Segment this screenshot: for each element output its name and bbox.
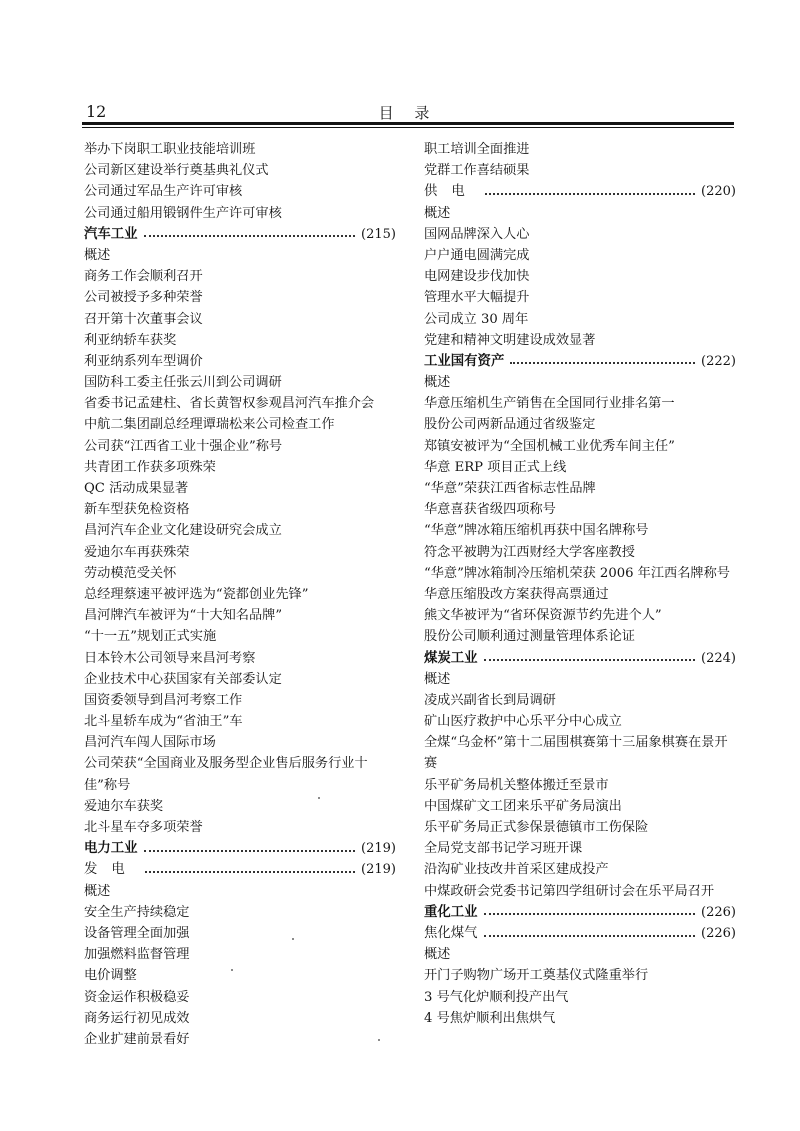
toc-entry: 概述 xyxy=(424,671,451,687)
toc-entry: 企业扩建前景看好 xyxy=(84,1031,190,1047)
toc-entry: 公司新区建设举行奠基典礼仪式 xyxy=(84,163,269,179)
toc-entry: 利亚纳轿车获奖 xyxy=(84,332,177,348)
toc-section-entry xyxy=(424,902,736,923)
toc-entry: 爱迪尔车获奖 xyxy=(84,798,164,814)
dot-leader xyxy=(145,871,355,873)
toc-entry: 华意喜获省级四项称号 xyxy=(424,502,556,518)
toc-entry: 中航二集团副总经理谭瑞松来公司检查工作 xyxy=(84,417,335,433)
toc-entry: “华意”牌冰箱制冷压缩机荣获 2006 年江西名牌称号 xyxy=(424,565,730,581)
toc-entry: 凌成兴副省长到局调研 xyxy=(424,692,556,708)
toc-entry: 乐平矿务局正式参保景德镇市工伤保险 xyxy=(424,820,649,836)
toc-section-entry xyxy=(424,923,736,944)
toc-entry: 国防科工委主任张云川到公司调研 xyxy=(84,375,282,391)
toc-entry: 开门子购物广场开工奠基仪式隆重举行 xyxy=(424,968,649,984)
toc-entry: 国资委领导到昌河考察工作 xyxy=(84,692,243,708)
header-rule-thin xyxy=(82,127,734,128)
toc-entry: 安全生产持续稳定 xyxy=(84,904,190,920)
toc-entry: 乐平矿务局机关整体搬迁至景市 xyxy=(424,777,609,793)
toc-entry: 昌河牌汽车被评为“十大知名品牌” xyxy=(84,608,283,624)
toc-entry: 企业技术中心获国家有关部委认定 xyxy=(84,671,282,687)
toc-entry: 北斗星车夺多项荣誉 xyxy=(84,820,203,836)
dot-leader xyxy=(484,659,695,661)
toc-entry: 召开第十次董事会议 xyxy=(84,311,203,327)
toc-entry: 日本铃木公司领导来昌河考察 xyxy=(84,650,256,666)
page-title: 目 录 xyxy=(378,104,438,122)
scan-speck xyxy=(292,938,294,940)
toc-entry: “华意”牌冰箱压缩机再获中国名牌称号 xyxy=(424,523,649,539)
toc-entry: 公司荣获“全国商业及服务型企业售后服务行业十佳”称号 xyxy=(84,756,368,793)
toc-entry: 熊文华被评为“省环保资源节约先进个人” xyxy=(424,608,662,624)
toc-section-title: 发电 xyxy=(84,862,139,878)
toc-section-title: 汽车工业 xyxy=(84,226,138,242)
toc-entry: 党群工作喜结硕果 xyxy=(424,163,530,179)
toc-section-entry xyxy=(424,351,736,372)
toc-entry: 郑镇安被评为“全国机械工业优秀车间主任” xyxy=(424,438,675,454)
toc-entry: 中国煤矿文工团来乐平矿务局演出 xyxy=(424,798,622,814)
toc-entry: 电价调整 xyxy=(84,968,137,984)
toc-entry: 昌河汽车闯人国际市场 xyxy=(84,735,216,751)
toc-page-number: (220) xyxy=(701,184,736,200)
toc-entry: 北斗星轿车成为“省油王”车 xyxy=(84,714,243,730)
dot-leader xyxy=(144,850,355,852)
toc-entry: 概述 xyxy=(424,375,451,391)
dot-leader xyxy=(510,362,695,364)
toc-entry: 公司获“江西省工业十强企业”称号 xyxy=(84,438,283,454)
toc-entry: 国网品牌深入人心 xyxy=(424,226,530,242)
toc-section-title: 电力工业 xyxy=(84,841,138,857)
toc-section-entry xyxy=(424,181,736,202)
toc-entry: 公司成立 30 周年 xyxy=(424,311,529,327)
toc-entry: 户户通电圆满完成 xyxy=(424,247,530,263)
toc-entry: 全局党支部书记学习班开课 xyxy=(424,841,583,857)
toc-section-title: 煤炭工业 xyxy=(424,650,478,666)
toc-entry: 爱迪尔车再获殊荣 xyxy=(84,544,190,560)
toc-page-number: (219) xyxy=(361,862,396,878)
toc-page-number: (224) xyxy=(701,650,736,666)
toc-page-number: (222) xyxy=(701,353,736,369)
toc-section-entry xyxy=(84,224,396,245)
toc-entry: 党建和精神文明建设成效显著 xyxy=(424,332,596,348)
toc-entry: 总经理蔡速平被评选为“瓷都创业先锋” xyxy=(84,586,309,602)
toc-entry: 符念平被聘为江西财经大学客座教授 xyxy=(424,544,635,560)
scan-speck xyxy=(231,969,233,971)
toc-section-title: 供电 xyxy=(424,184,479,200)
toc-entry: 商务工作会顺利召开 xyxy=(84,269,203,285)
scan-speck xyxy=(318,797,320,799)
toc-entry: 概述 xyxy=(84,247,111,263)
toc-entry: “华意”荣获江西省标志性品牌 xyxy=(424,481,596,496)
toc-entry: 设备管理全面加强 xyxy=(84,925,190,941)
toc-entry: 公司被授予多种荣誉 xyxy=(84,290,203,306)
toc-entry: 全煤“乌金杯”第十二届围棋赛第十三届象棋赛在景开赛 xyxy=(424,735,728,772)
toc-page-number: (226) xyxy=(701,925,736,941)
toc-entry: 共青团工作获多项殊荣 xyxy=(84,459,216,475)
toc-section-entry xyxy=(84,859,396,880)
toc-entry: 股份公司顺利通过测量管理体系论证 xyxy=(424,629,635,645)
toc-section-entry xyxy=(84,838,396,859)
toc-entry: 商务运行初见成效 xyxy=(84,1010,190,1026)
toc-page-number: (219) xyxy=(361,841,396,857)
dot-leader xyxy=(485,193,695,195)
scan-speck xyxy=(378,1039,380,1041)
toc-section-title: 工业国有资产 xyxy=(424,353,505,369)
toc-entry: 公司通过军品生产许可审核 xyxy=(84,184,243,200)
toc-entry: 概述 xyxy=(424,205,451,221)
toc-section-title: 重化工业 xyxy=(424,904,478,920)
toc-entry: 省委书记孟建柱、省长黄智权参观昌河汽车推介会 xyxy=(84,396,375,412)
toc-entry: 4 号焦炉顺利出焦烘气 xyxy=(424,1010,556,1026)
toc-left-column xyxy=(84,139,396,1050)
toc-entry: 华意压缩机生产销售在全国同行业排名第一 xyxy=(424,396,675,412)
toc-entry: 股份公司两新品通过省级鉴定 xyxy=(424,417,596,433)
toc-entry: 昌河汽车企业文化建设研究会成立 xyxy=(84,523,282,539)
toc-entry: 概述 xyxy=(424,947,451,963)
toc-section-title: 焦化煤气 xyxy=(424,925,478,941)
page-number: 12 xyxy=(86,102,107,121)
toc-right-column xyxy=(424,139,736,1029)
toc-entry: 举办下岗职工职业技能培训班 xyxy=(84,142,256,157)
toc-entry: 华意压缩股改方案获得高票通过 xyxy=(424,586,609,602)
toc-entry: 管理水平大幅提升 xyxy=(424,290,530,306)
toc-entry: 资金运作积极稳妥 xyxy=(84,989,190,1005)
dot-leader xyxy=(484,913,695,915)
toc-entry: 沿沟矿业技改井首采区建成投产 xyxy=(424,862,609,878)
header-rule-thick xyxy=(82,122,734,125)
toc-entry: 职工培训全面推进 xyxy=(424,142,530,157)
toc-entry: 矿山医疗救护中心乐平分中心成立 xyxy=(424,714,622,730)
toc-page-number: (215) xyxy=(361,226,396,242)
toc-section-entry xyxy=(424,648,736,669)
toc-entry: 华意 ERP 项目正式上线 xyxy=(424,459,567,475)
toc-entry: 劳动模范受关怀 xyxy=(84,565,177,581)
toc-entry: 公司通过船用锻钢件生产许可审核 xyxy=(84,205,282,221)
dot-leader xyxy=(144,235,355,237)
toc-entry: “十一五”规划正式实施 xyxy=(84,629,217,645)
dot-leader xyxy=(484,935,695,937)
toc-page-number: (226) xyxy=(701,904,736,920)
toc-entry: 电网建设步伐加快 xyxy=(424,269,530,285)
toc-entry: 中煤政研会党委书记第四学组研讨会在乐平局召开 xyxy=(424,883,715,899)
toc-entry: 新车型获免检资格 xyxy=(84,502,190,518)
toc-entry: 概述 xyxy=(84,883,111,899)
toc-entry: QC 活动成果显著 xyxy=(84,481,189,496)
toc-entry: 3 号气化炉顺利投产出气 xyxy=(424,989,569,1005)
toc-entry: 加强燃料监督管理 xyxy=(84,947,190,963)
toc-entry: 利亚纳系列车型调价 xyxy=(84,353,203,369)
